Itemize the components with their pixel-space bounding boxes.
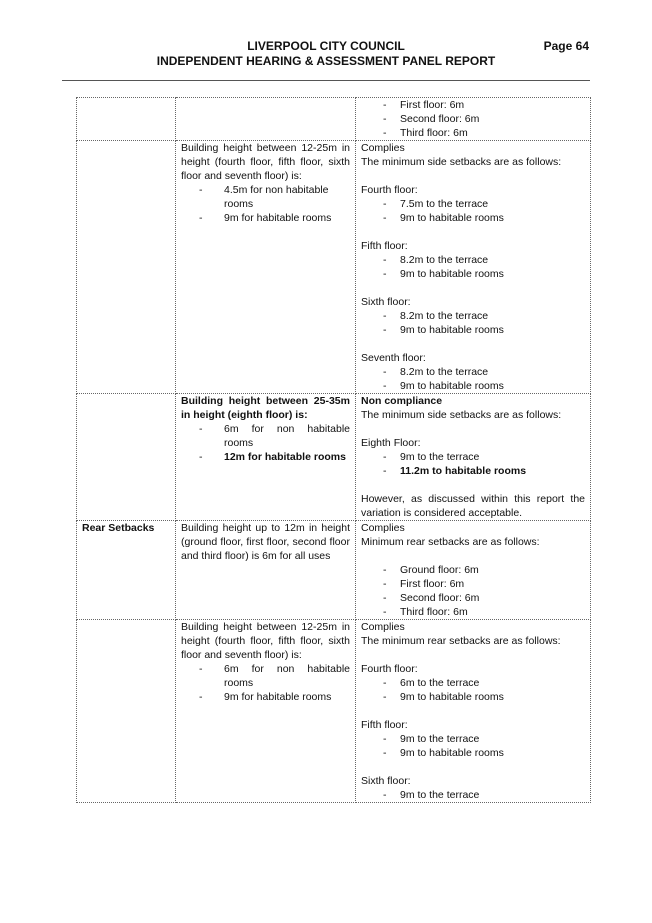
table-row — [77, 620, 591, 803]
list-item: - 8.2m to the terrace — [361, 253, 585, 267]
list — [361, 309, 585, 337]
page-header — [60, 39, 592, 79]
floor-label: Sixth floor: — [361, 775, 411, 787]
assessment-cell — [356, 141, 591, 394]
list-item: - 9m to the terrace — [361, 732, 585, 746]
list — [361, 788, 585, 802]
list — [361, 676, 585, 704]
list-item: - 4.5m for non habitable rooms — [181, 183, 350, 211]
list-item: - Second floor: 6m — [361, 112, 585, 126]
list-item: - Third floor: 6m — [361, 605, 585, 619]
list-item: - 8.2m to the terrace — [361, 309, 585, 323]
category-cell — [77, 141, 176, 394]
status-text: Non compliance — [361, 395, 443, 407]
table-row — [77, 394, 591, 521]
council-name: LIVERPOOL CITY COUNCIL — [247, 39, 405, 53]
list-item: - 7.5m to the terrace — [361, 197, 585, 211]
intro-text: The minimum rear setbacks are as follows: — [361, 635, 561, 647]
list-item: - 9m for habitable rooms — [181, 690, 350, 704]
requirement-cell — [176, 620, 356, 803]
report-title: INDEPENDENT HEARING & ASSESSMENT PANEL REPORT — [156, 54, 496, 68]
table-row — [77, 98, 591, 141]
list-item: - 9m to habitable rooms — [361, 267, 585, 281]
list-item: - 8.2m to the terrace — [361, 365, 585, 379]
requirement-cell — [176, 394, 356, 521]
assessment-cell — [356, 620, 591, 803]
intro-text: The minimum side setbacks are as follows: — [361, 156, 562, 168]
page-number: Page 64 — [543, 39, 589, 53]
list-item: - 9m to habitable rooms — [361, 323, 585, 337]
list-item: - 9m to the terrace — [361, 450, 585, 464]
floor-label: Seventh floor: — [361, 352, 426, 364]
list — [361, 197, 585, 225]
assessment-cell — [356, 521, 591, 620]
floor-label: Sixth floor: — [361, 296, 411, 308]
assessment-cell — [356, 394, 591, 521]
list-item: - 6m to the terrace — [361, 676, 585, 690]
category-label: Rear Setbacks — [82, 522, 155, 534]
list-item: - 9m to habitable rooms — [361, 379, 585, 393]
setbacks-table — [76, 97, 591, 803]
list-item: - 9m to habitable rooms — [361, 746, 585, 760]
status-text: Complies — [361, 522, 405, 534]
status-text: Complies — [361, 142, 405, 154]
list — [181, 183, 350, 225]
list — [361, 98, 585, 140]
category-cell — [77, 98, 176, 141]
requirement-text: Building height between 25-35m in height (eighth floor) is: — [181, 395, 350, 421]
header-rule — [62, 80, 590, 81]
status-text: Complies — [361, 621, 405, 633]
assessment-cell — [356, 98, 591, 141]
list — [361, 450, 585, 478]
list-item: - Ground floor: 6m — [361, 563, 585, 577]
list — [361, 732, 585, 760]
list-item: - 9m to habitable rooms — [361, 690, 585, 704]
requirement-cell — [176, 98, 356, 141]
list-item: - Second floor: 6m — [361, 591, 585, 605]
requirement-text: Building height between 12-25m in height (fourth floor, fifth floor, sixth floor and seventh floor) is: — [181, 142, 350, 182]
list-item: - 9m to habitable rooms — [361, 211, 585, 225]
list-item: - 6m for non habitable rooms — [181, 662, 350, 690]
requirement-cell — [176, 141, 356, 394]
list-item: - 12m for habitable rooms — [181, 450, 350, 464]
floor-label: Eighth Floor: — [361, 437, 421, 449]
table-row — [77, 141, 591, 394]
list-item: - First floor: 6m — [361, 98, 585, 112]
intro-text: The minimum side setbacks are as follows: — [361, 409, 562, 421]
list — [181, 662, 350, 704]
floor-label: Fifth floor: — [361, 719, 408, 731]
category-cell — [77, 394, 176, 521]
requirement-text: Building height between 12-25m in height (fourth floor, fifth floor, sixth floor and seventh floor) is: — [181, 621, 350, 661]
list — [361, 563, 585, 619]
floor-label: Fourth floor: — [361, 663, 418, 675]
list-item: - Third floor: 6m — [361, 126, 585, 140]
floor-label: Fifth floor: — [361, 240, 408, 252]
list-item: - 9m for habitable rooms — [181, 211, 350, 225]
requirement-text: Building height up to 12m in height (ground floor, first floor, second floor and third floor) is 6m for all uses — [181, 522, 350, 562]
list-item: - 6m for non habitable rooms — [181, 422, 350, 450]
floor-label: Fourth floor: — [361, 184, 418, 196]
note-text: However, as discussed within this report the variation is considered acceptable. — [361, 493, 585, 519]
list-item: - 9m to the terrace — [361, 788, 585, 802]
list — [361, 365, 585, 393]
list-item: - 11.2m to habitable rooms — [361, 464, 585, 478]
list — [181, 422, 350, 464]
list — [361, 253, 585, 281]
category-cell — [77, 620, 176, 803]
category-cell — [77, 521, 176, 620]
requirement-cell — [176, 521, 356, 620]
intro-text: Minimum rear setbacks are as follows: — [361, 536, 540, 548]
table-row — [77, 521, 591, 620]
list-item: - First floor: 6m — [361, 577, 585, 591]
